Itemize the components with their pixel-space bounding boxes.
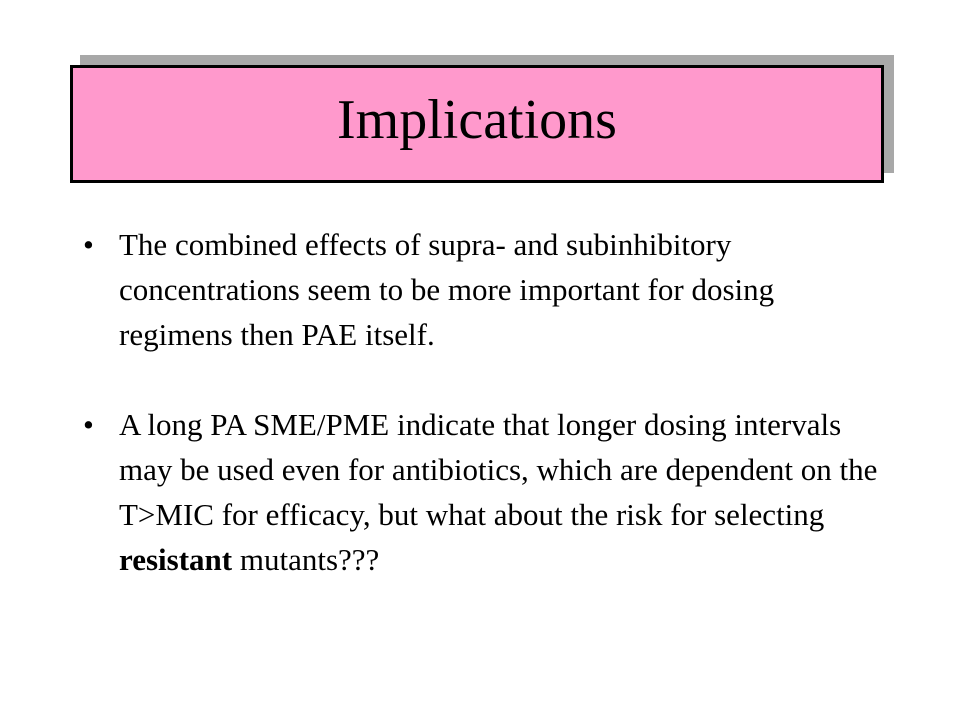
slide-title: Implications — [337, 89, 617, 151]
bullet-list — [83, 222, 883, 627]
bullet-text-after: mutants??? — [232, 542, 380, 577]
title-box — [70, 65, 884, 183]
bullet-dot-icon: • — [83, 407, 94, 442]
bullet-item — [83, 222, 883, 357]
bullet-text-before: A long PA SME/PME indicate that longer dosing intervals may be used even for antibiotics, which are dependent on the T>MIC for efficacy, but what about the risk for selecting — [119, 407, 878, 532]
bullet-item — [83, 402, 883, 582]
bullet-dot-icon: • — [83, 227, 94, 262]
bullet-bold-text: resistant — [119, 542, 233, 577]
bullet-text: The combined effects of supra- and subinhibitory concentrations seem to be more important for dosing regimens then PAE itself. — [119, 227, 775, 352]
